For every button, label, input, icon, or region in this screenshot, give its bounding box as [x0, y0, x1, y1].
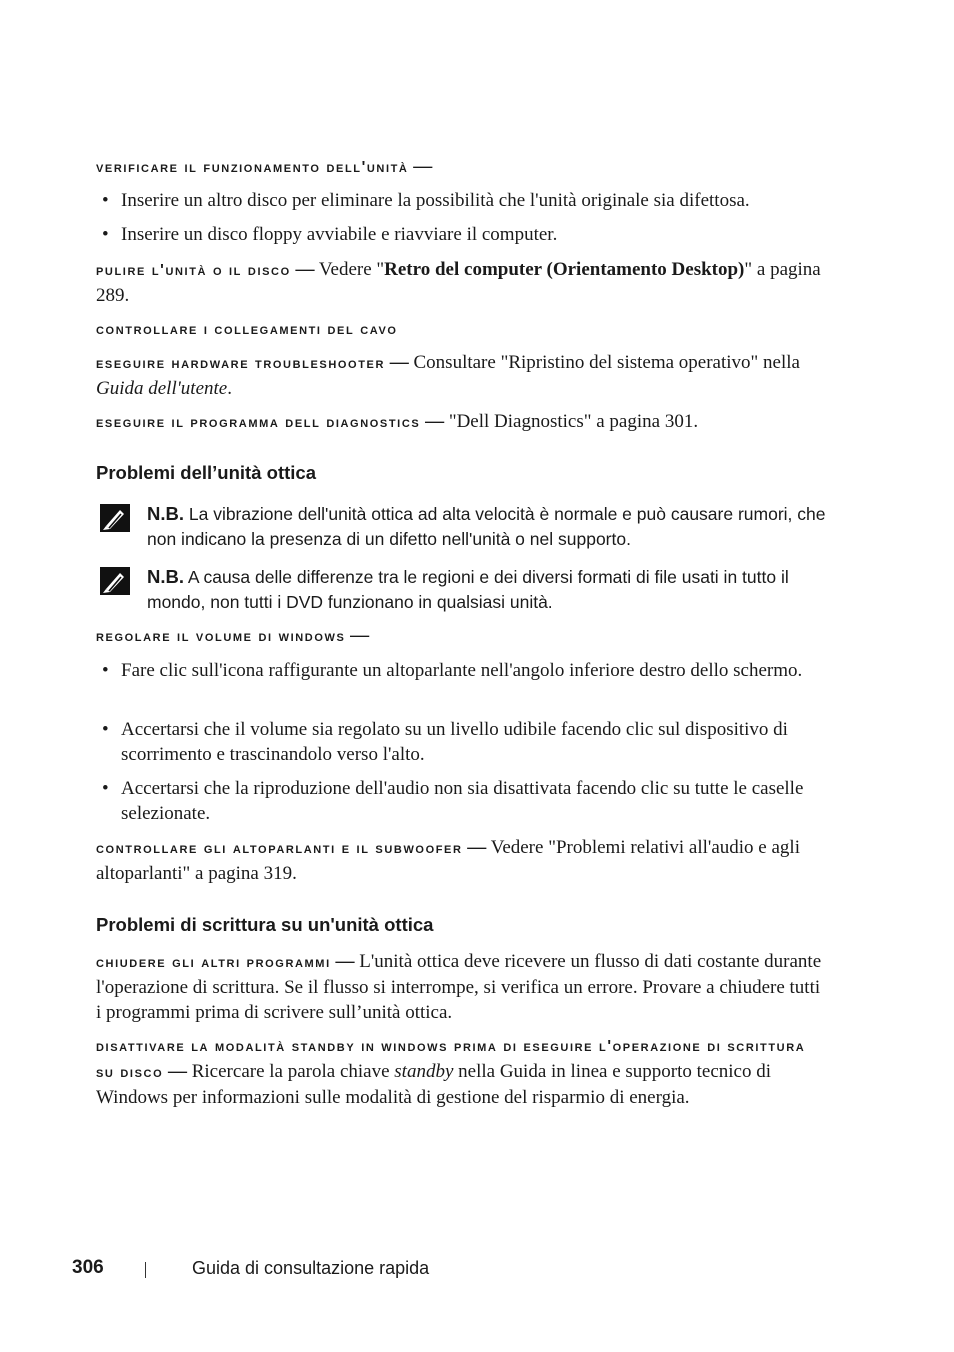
em-dash: — [350, 625, 370, 646]
note-text: A causa delle differenze tra le regioni e dei diversi formati di file usati in tutto il mondo, non tutti i DVD funzionano in qualsiasi unità. [147, 567, 789, 612]
cross-reference-link[interactable]: Retro del computer (Orientamento Desktop) [384, 259, 745, 280]
list-verify-drive [96, 188, 826, 213]
list-item: • Accertarsi che la riproduzione dell'audio non sia disattivata facendo clic su tutte le caselle selezionate. [96, 776, 826, 826]
list-item: • Fare clic sull'icona raffigurante un altoparlante nell'angolo inferiore destro dello schermo. [96, 658, 826, 683]
section-lead: eseguire hardware troubleshooter [96, 355, 385, 372]
em-dash: — [467, 837, 487, 858]
em-dash: — [425, 411, 445, 432]
em-dash: — [335, 951, 355, 972]
section-lead: eseguire il programma dell diagnostics [96, 414, 421, 431]
section-lead: verificare il funzionamento dell'unità [96, 159, 409, 176]
keyword: standby [394, 1061, 454, 1082]
section-dell-diagnostics [96, 409, 826, 435]
list-windows-volume-3 [96, 776, 826, 826]
note-vibration [96, 501, 837, 552]
list-item: • Accertarsi che il volume sia regolato su un livello udibile facendo clic sul dispositivo di scorrimento e trascinandolo verso l'alto. [96, 717, 826, 767]
text: "Dell Diagnostics" a pagina 301. [444, 411, 699, 432]
text: Vedere "Problemi relativi all'audio e agli altoparlanti" a pagina 319. [96, 837, 800, 884]
em-dash: — [389, 352, 409, 373]
text: nella Guida in linea e supporto tecnico di Windows per informazioni sulle modalità di gestione del risparmio di energia. [96, 1061, 772, 1108]
text: Vedere " [314, 259, 385, 280]
book-title: Guida dell'utente [96, 378, 228, 399]
list-windows-volume-2 [96, 717, 826, 767]
pencil-note-icon [100, 504, 130, 532]
section-lead: controllare i collegamenti del cavo [96, 321, 398, 338]
section-lead: regolare il volume di windows [96, 628, 346, 645]
footer-book-title: Guida di consultazione rapida [192, 1258, 430, 1278]
em-dash: — [167, 1061, 187, 1082]
text: Consultare "Ripristino del sistema operativo" nella [408, 352, 800, 373]
section-lead: chiudere gli altri programmi [96, 954, 331, 971]
text: " a pagina 289. [96, 259, 821, 306]
section-windows-volume [96, 623, 826, 649]
em-dash: — [295, 259, 315, 280]
page-number: 306 [72, 1257, 104, 1278]
text: L'unità ottica deve ricevere un flusso di dati costante durante l'operazione di scrittura. Se il flusso si interrompe, si verifica un errore. Provare a chiudere tutti i programmi prima di scrivere sull’unità ottica. [96, 951, 822, 1023]
section-clean-drive [96, 257, 826, 308]
note-label: N.B. [147, 566, 184, 587]
text: Ricercare la parola chiave [186, 1061, 395, 1082]
em-dash: — [413, 156, 433, 177]
section-hardware-troubleshooter [96, 350, 826, 401]
section-check-cables [96, 316, 826, 342]
section-lead: controllare gli altoparlanti e il subwoofer [96, 840, 463, 857]
list-item: • Inserire un disco floppy avviabile e riavviare il computer. [96, 222, 826, 247]
section-speakers [96, 835, 826, 886]
section-lead: pulire l'unità o il disco [96, 262, 291, 279]
heading-optical-drive-problems: Problemi dell’unità ottica [96, 462, 316, 483]
section-disable-standby [96, 1033, 826, 1110]
note-label: N.B. [147, 503, 184, 524]
heading-writing-problems: Problemi di scrittura su un'unità ottica [96, 914, 434, 935]
list-verify-drive-2 [96, 222, 826, 247]
list-windows-volume [96, 658, 826, 683]
section-close-programs [96, 949, 826, 1025]
list-item: • Inserire un altro disco per eliminare la possibilità che l'unità originale sia difettosa. [96, 188, 826, 213]
pencil-note-icon [100, 567, 130, 595]
section-lead: disattivare la modalità standby in windows prima di eseguire l'operazione di scrittura su disco [96, 1038, 806, 1081]
note-text: La vibrazione dell'unità ottica ad alta velocità è normale e può causare rumori, che non indicano la presenza di un difetto nell'unità o nel supporto. [147, 504, 826, 549]
section-verify-drive [96, 154, 826, 180]
footer-separator [145, 1262, 146, 1278]
text: . [227, 378, 232, 399]
note-dvd-regions [96, 564, 837, 615]
